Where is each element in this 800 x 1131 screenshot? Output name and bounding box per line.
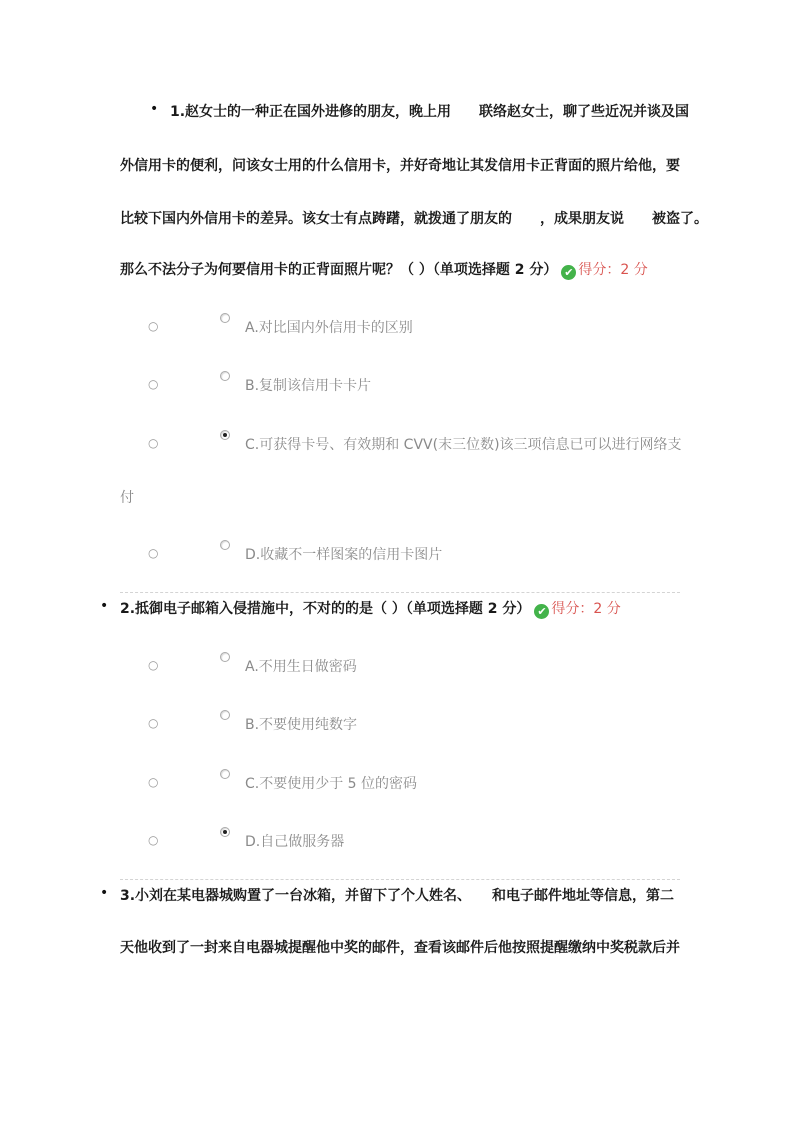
sub-bullet: ○ [148, 436, 159, 450]
option-a-radio[interactable] [220, 313, 230, 323]
sub-bullet: ○ [148, 716, 159, 730]
question-2-line [120, 598, 621, 619]
question-1-line-2: 外信用卡的便利，问该女士用的什么信用卡，并好奇地让其发信用卡正背面的照片给他，要 [120, 158, 680, 174]
question-1-line-1: 1.赵女士的一种正在国外进修的朋友，晚上用 联络赵女士，聊了些近况并谈及国 [170, 104, 690, 120]
question-2-score: 得分：2 分 [551, 601, 621, 617]
check-icon: ✔ [534, 604, 549, 619]
sub-bullet: ○ [148, 833, 159, 847]
sub-bullet: ○ [148, 546, 159, 560]
question-2-option-a: A.不用生日做密码 [245, 659, 357, 675]
option-c-radio[interactable] [220, 430, 230, 440]
option-b-radio[interactable] [220, 371, 230, 381]
question-2-option-d: D.自己做服务器 [245, 834, 345, 850]
list-bullet: • [100, 598, 109, 614]
question-1-line-3: 比较下国内外信用卡的差异。该女士有点踌躇，就拨通了朋友的 ，成果朋友说 被盗了。 [120, 211, 708, 227]
sub-bullet: ○ [148, 377, 159, 391]
sub-bullet: ○ [148, 775, 159, 789]
question-1-option-d: D.收藏不一样图案的信用卡图片 [245, 547, 443, 563]
question-1-option-a: A.对比国内外信用卡的区别 [245, 320, 413, 336]
sub-bullet: ○ [148, 319, 159, 333]
option-a-radio[interactable] [220, 652, 230, 662]
question-1-option-b: B.复制该信用卡卡片 [245, 378, 372, 394]
question-1-option-c: C.可获得卡号、有效期和 CVV(末三位数)该三项信息已可以进行网络支 [245, 437, 682, 453]
question-2-stem: 2.抵御电子邮箱入侵措施中，不对的的是（ ）（单项选择题 2 分） [120, 601, 531, 617]
check-icon: ✔ [561, 265, 576, 280]
question-2-option-b: B.不要使用纯数字 [245, 717, 358, 733]
option-b-radio[interactable] [220, 710, 230, 720]
question-divider [120, 879, 680, 880]
question-2-option-c: C.不要使用少于 5 位的密码 [245, 776, 418, 792]
question-1-score: 得分：2 分 [578, 262, 648, 278]
question-divider [120, 592, 680, 593]
list-bullet: • [100, 885, 109, 901]
list-bullet: • [150, 101, 159, 117]
question-3-line-2: 天他收到了一封来自电器城提醒他中奖的邮件，查看该邮件后他按照提醒缴纳中奖税款后并 [120, 940, 680, 956]
option-c-radio[interactable] [220, 769, 230, 779]
option-d-radio[interactable] [220, 827, 230, 837]
sub-bullet: ○ [148, 658, 159, 672]
question-1-line-4 [120, 259, 648, 280]
option-d-radio[interactable] [220, 540, 230, 550]
question-1-option-c-cont: 付 [120, 490, 134, 506]
question-1-stem-end: 那么不法分子为何要信用卡的正背面照片呢？（ ）（单项选择题 2 分） [120, 262, 558, 278]
question-3-line-1: 3.小刘在某电器城购置了一台冰箱，并留下了个人姓名、 和电子邮件地址等信息，第二 [120, 888, 675, 904]
